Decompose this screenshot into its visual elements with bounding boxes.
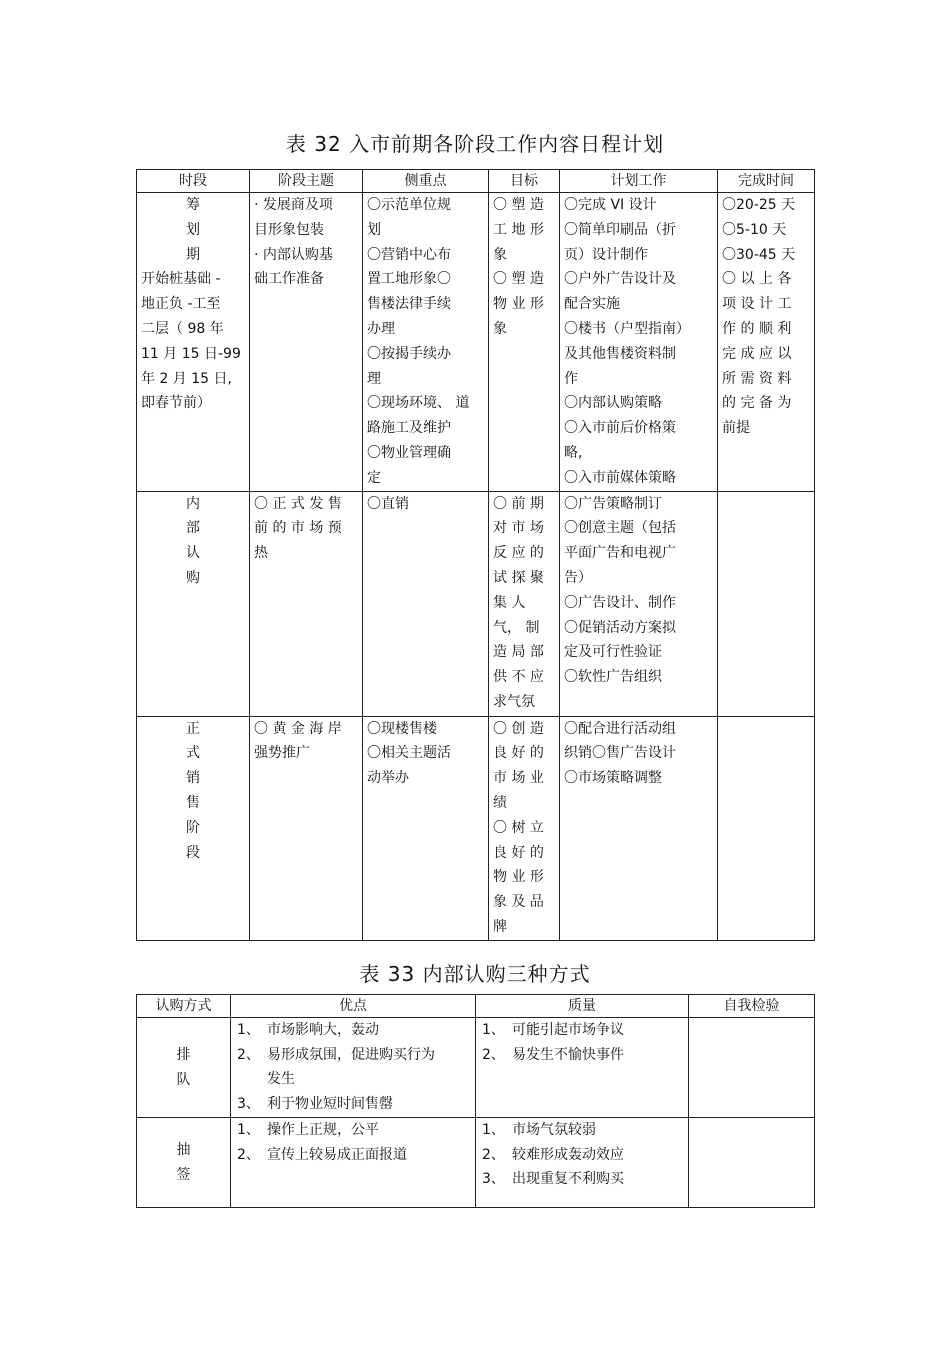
cell-line: 的 完 备 为: [722, 395, 792, 412]
method-char: 抽: [176, 1142, 191, 1158]
cell-line: 及其他售楼资料制: [564, 345, 676, 362]
cell-line: 项 设 计 工: [722, 296, 792, 313]
cell-line: 〇营销中心布: [367, 246, 451, 263]
header-quality: 质量: [476, 995, 689, 1018]
item-number: 1、: [237, 1022, 260, 1038]
cell-line: 正: [186, 720, 200, 737]
cell-line: 置工地形象〇: [367, 271, 451, 288]
cell-check: [689, 1018, 815, 1118]
cell-goal: [489, 193, 560, 492]
cell-line: 〇 前 期: [493, 495, 544, 512]
cell-line: 〇促销活动方案拟: [564, 619, 676, 636]
cell-period: [137, 193, 250, 492]
cell-line: 〇楼书（户型指南）: [564, 320, 690, 337]
item-text: 出现重复不利购买: [512, 1171, 624, 1187]
cell-line: 期: [186, 246, 200, 263]
cell-line: 试 探 聚: [493, 569, 544, 586]
cell-line: 路施工及维护: [367, 420, 451, 437]
cell-line: 〇现场环境、 道: [367, 395, 470, 412]
cell-line: 定: [367, 469, 381, 486]
cell-line: 〇物业管理确: [367, 444, 451, 461]
cell-line: 购: [186, 569, 200, 586]
cell-line: 绩: [493, 794, 507, 811]
table-32-title: 表 32 入市前期各阶段工作内容日程计划: [285, 132, 665, 156]
numbered-item: [237, 1092, 469, 1117]
numbered-item: [237, 1043, 469, 1092]
cell-line: 平面广告和电视广: [564, 545, 676, 562]
cell-focus: [363, 193, 489, 492]
cell-line: 定及可行性验证: [564, 644, 662, 661]
table-row: [137, 193, 815, 492]
cell-line: 强势推广: [254, 745, 310, 762]
cell-line: 础工作准备: [254, 271, 324, 288]
numbered-item: [482, 1143, 682, 1168]
method-char: 队: [176, 1071, 191, 1088]
cell-line: 〇 塑 造: [493, 197, 544, 213]
cell-line: 略,: [564, 444, 583, 461]
cell-line: 认: [186, 545, 200, 562]
cell-period: [137, 491, 250, 716]
cell-line: 〇完成 VI 设计: [564, 197, 657, 213]
item-text: 较难形成轰动效应: [512, 1146, 624, 1163]
header-focus: 侧重点: [363, 170, 489, 193]
cell-line: 配合实施: [564, 296, 620, 313]
cell-line: 划: [186, 221, 200, 238]
cell-line: 〇广告策略制订: [564, 495, 662, 512]
table-header-row: [137, 170, 815, 193]
item-number: 3、: [237, 1095, 260, 1112]
cell-line: 〇示范单位规: [367, 197, 451, 213]
cell-line: 〇创意主题（包括: [564, 520, 676, 537]
numbered-item: [237, 1143, 469, 1168]
cell-line: 所 需 资 料: [722, 370, 792, 387]
cell-theme: [250, 193, 363, 492]
cell-line: 划: [367, 221, 381, 238]
cell-line: 〇20-25 天: [722, 197, 796, 213]
cell-line: 市 场 业: [493, 770, 544, 787]
cell-line: 〇5-10 天: [722, 221, 787, 238]
cell-line: 供 不 应: [493, 669, 544, 686]
cell-line: 段: [186, 844, 200, 861]
item-number: 3、: [482, 1171, 505, 1187]
cell-line: 〇广告设计、制作: [564, 594, 676, 611]
cell-line: 良 好 的: [493, 745, 544, 762]
cell-line: 象 及 品: [493, 894, 544, 911]
cell-focus: [363, 716, 489, 940]
cell-method: [137, 1118, 231, 1208]
cell-line: 集 人: [493, 594, 526, 611]
cell-pros: [231, 1018, 476, 1118]
cell-plan: [560, 491, 718, 716]
cell-theme: [250, 491, 363, 716]
cell-line: 物 业 形: [493, 869, 544, 886]
item-text: 可能引起市场争议: [512, 1022, 624, 1038]
cell-line: 前 的 市 场 预: [254, 520, 342, 537]
cell-line: 气， 制: [493, 619, 540, 636]
cell-line: 〇现楼售楼: [367, 720, 437, 737]
cell-line: 即春节前）: [141, 395, 211, 412]
cell-line: 页）设计制作: [564, 246, 648, 263]
cell-line: 动举办: [367, 770, 409, 787]
cell-line: 〇入市前媒体策略: [564, 469, 676, 486]
header-time: 完成时间: [718, 170, 815, 193]
header-period: 时段: [137, 170, 250, 193]
schedule-table: [136, 169, 815, 941]
cell-line: 阶: [186, 819, 200, 836]
cell-line: 告）: [564, 569, 592, 586]
cell-line: 工 地 形: [493, 221, 544, 238]
cell-line: 完 成 应 以: [722, 345, 792, 362]
item-text: 市场影响大，轰动: [267, 1022, 379, 1038]
cell-line: 年 2 月 15 日,: [141, 370, 232, 387]
header-plan: 计划工作: [560, 170, 718, 193]
cell-line: · 发展商及项: [254, 197, 333, 213]
item-number: 1、: [237, 1122, 260, 1138]
item-number: 2、: [482, 1046, 505, 1063]
cell-goal: [489, 491, 560, 716]
cell-line: 〇相关主题活: [367, 745, 451, 762]
cell-line: 物 业 形: [493, 296, 544, 313]
item-text: 易发生不愉快事件: [512, 1046, 624, 1063]
subscription-methods-table: [136, 994, 815, 1208]
cell-line: 11 月 15 日-99: [141, 345, 241, 362]
table-header-row: [137, 995, 815, 1018]
cell-period: [137, 716, 250, 940]
cell-line: 〇户外广告设计及: [564, 271, 676, 288]
numbered-item: [482, 1167, 682, 1192]
numbered-item: [237, 1118, 469, 1143]
cell-line: 〇入市前后价格策: [564, 420, 676, 437]
item-number: 1、: [482, 1022, 505, 1038]
cell-pros: [231, 1118, 476, 1208]
table-row: [137, 491, 815, 716]
cell-theme: [250, 716, 363, 940]
cell-line: 作 的 顺 利: [722, 320, 792, 337]
cell-line: 反 应 的: [493, 545, 544, 562]
numbered-item: [237, 1018, 469, 1043]
cell-time: [718, 716, 815, 940]
header-theme: 阶段主题: [250, 170, 363, 193]
method-char: 签: [176, 1166, 191, 1183]
item-number: 2、: [237, 1046, 260, 1063]
cell-line: 办理: [367, 320, 395, 337]
cell-line: 〇市场策略调整: [564, 770, 662, 787]
item-number: 2、: [237, 1146, 260, 1163]
cell-quality: [476, 1018, 689, 1118]
cell-line: 销: [186, 770, 200, 787]
cell-line: 理: [367, 370, 381, 387]
cell-check: [689, 1118, 815, 1208]
cell-line: 地正负 -工至: [141, 296, 221, 313]
cell-line: 〇 塑 造: [493, 271, 544, 288]
cell-line: 〇 正 式 发 售: [254, 495, 342, 512]
cell-goal: [489, 716, 560, 940]
cell-line: 内: [186, 495, 200, 512]
cell-line: 造 局 部: [493, 644, 544, 661]
cell-plan: [560, 716, 718, 940]
cell-line: 〇内部认购策略: [564, 395, 662, 412]
item-number: 1、: [482, 1122, 505, 1138]
cell-line: 二层（ 98 年: [141, 320, 224, 337]
cell-line: 〇 创 造: [493, 720, 544, 737]
cell-line: 〇直销: [367, 495, 409, 512]
cell-focus: [363, 491, 489, 716]
item-text: 市场气氛较弱: [512, 1122, 596, 1138]
cell-method: [137, 1018, 231, 1118]
cell-plan: [560, 193, 718, 492]
cell-line: 牌: [493, 918, 507, 935]
cell-quality: [476, 1118, 689, 1208]
item-text: 宣传上较易成正面报道: [267, 1146, 407, 1163]
table-33-title: 表 33 内部认购三种方式: [359, 962, 591, 986]
cell-line: 热: [254, 545, 268, 562]
numbered-item: [482, 1018, 682, 1043]
cell-line: 〇软性广告组织: [564, 669, 662, 686]
item-number: 2、: [482, 1146, 505, 1163]
cell-line: 求气氛: [493, 693, 535, 710]
cell-line: 部: [186, 520, 200, 537]
cell-line: 作: [564, 370, 578, 387]
cell-line: 象: [493, 320, 507, 337]
cell-line: 开始桩基础 -: [141, 271, 221, 288]
cell-line: 〇 以 上 各: [722, 271, 792, 288]
header-method: 认购方式: [137, 995, 231, 1018]
header-goal: 目标: [489, 170, 560, 193]
cell-line: 良 好 的: [493, 844, 544, 861]
cell-line: · 内部认购基: [254, 246, 333, 263]
cell-line: 前提: [722, 420, 750, 437]
item-text: 发生: [267, 1071, 295, 1087]
cell-line: 〇30-45 天: [722, 246, 796, 263]
table-row: [137, 1018, 815, 1118]
cell-line: 织销〇售广告设计: [564, 745, 676, 762]
table-row: [137, 1118, 815, 1208]
item-text: 操作上正规，公平: [267, 1122, 379, 1138]
cell-line: 〇 树 立: [493, 819, 544, 836]
header-check: 自我检验: [689, 995, 815, 1018]
cell-line: 〇简单印刷品（折: [564, 221, 676, 238]
method-char: 排: [176, 1047, 191, 1063]
numbered-item: [482, 1118, 682, 1143]
cell-line: 象: [493, 246, 507, 263]
numbered-item: [482, 1043, 682, 1068]
table-row: [137, 716, 815, 940]
cell-line: 售: [186, 794, 200, 811]
header-pros: 优点: [231, 995, 476, 1018]
item-text: 利于物业短时间售罄: [267, 1095, 393, 1112]
cell-time: [718, 491, 815, 716]
cell-line: 售楼法律手续: [367, 296, 451, 313]
cell-line: 式: [186, 745, 200, 762]
item-text: 易形成氛围，促进购买行为: [267, 1046, 435, 1063]
cell-line: 〇配合进行活动组: [564, 720, 676, 737]
cell-time: [718, 193, 815, 492]
cell-line: 〇按揭手续办: [367, 345, 451, 362]
cell-line: 〇 黄 金 海 岸: [254, 720, 342, 737]
cell-line: 对 市 场: [493, 520, 544, 537]
cell-line: 目形象包装: [254, 221, 324, 238]
cell-line: 筹: [186, 197, 200, 213]
